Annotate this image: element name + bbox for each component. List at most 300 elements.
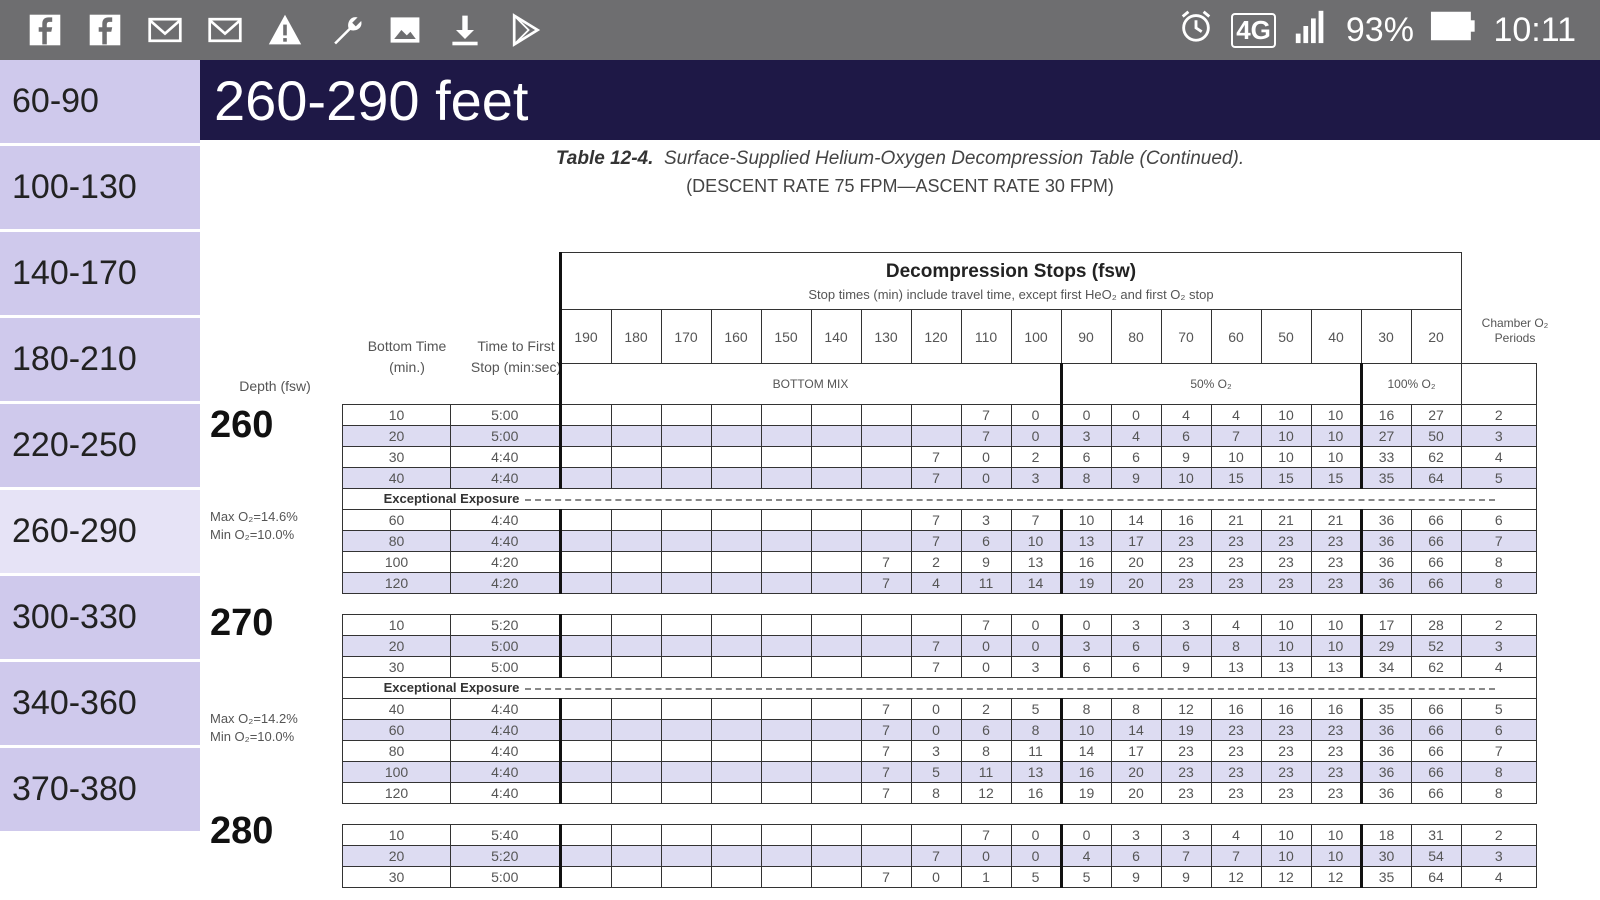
table-cell [711,761,761,782]
table-cell: 23 [1311,740,1361,761]
table-cell: 23 [1311,719,1361,740]
stop-depth-150: 150 [761,310,811,364]
sidebar-item-260-290[interactable]: 260-290 [0,490,200,576]
table-cell: 16 [1011,782,1061,803]
table-cell: 13 [1211,656,1261,677]
table-cell: 20 [1111,782,1161,803]
stop-depth-60: 60 [1211,310,1261,364]
table-cell: 7 [911,467,961,488]
table-cell: 15 [1311,467,1361,488]
table-cell: 31 [1411,824,1461,845]
table-cell: 23 [1161,761,1211,782]
table-cell [661,467,711,488]
table-cell: 6 [1111,446,1161,467]
table-cell: 20 [1111,761,1161,782]
table-cell: 0 [961,656,1011,677]
table-cell: 16 [1161,509,1211,530]
table-cell [861,425,911,446]
table-cell: 5:00 [451,656,561,677]
table-cell: 9 [1161,446,1211,467]
table-cell: 4:40 [451,467,561,488]
table-cell: 4:40 [451,782,561,803]
table-cell: 30 [343,866,451,887]
table-cell: 3 [1011,656,1061,677]
stop-depth-50: 50 [1261,310,1311,364]
table-caption [200,148,1600,170]
table-cell: 19 [1061,572,1111,593]
table-cell: 0 [1061,824,1111,845]
table-cell: 14 [1011,572,1061,593]
table-cell [711,845,761,866]
table-cell [861,656,911,677]
bottom-time-header: Bottom Time (min.) [367,338,447,375]
table-cell: 0 [1061,614,1111,635]
table-cell [611,425,661,446]
table-row [343,551,1537,572]
table-cell: 62 [1411,446,1461,467]
table-cell [711,866,761,887]
table-cell: 19 [1161,719,1211,740]
table-cell: 2 [911,551,961,572]
table-cell: 12 [1261,866,1311,887]
table-cell: 5 [1461,698,1537,719]
table-cell: 16 [1061,761,1111,782]
fifty-percent-o2-label: 50% O₂ [1061,364,1361,405]
exceptional-exposure-divider: Exceptional Exposure [343,677,1537,698]
table-cell: 66 [1411,698,1461,719]
table-cell: 10 [1311,845,1361,866]
table-cell: 5 [1061,866,1111,887]
table-cell [611,782,661,803]
stop-depth-40: 40 [1311,310,1361,364]
table-cell: 6 [961,530,1011,551]
table-cell [861,530,911,551]
sidebar-item-370-380[interactable]: 370-380 [0,748,200,834]
table-cell: 7 [911,635,961,656]
table-cell: 23 [1311,572,1361,593]
table-cell: 1 [961,866,1011,887]
table-cell [560,467,611,488]
table-cell [711,467,761,488]
table-cell [711,719,761,740]
table-cell [661,404,711,425]
table-cell: 8 [1211,635,1261,656]
mail-icon[interactable] [146,11,184,49]
table-cell [711,824,761,845]
table-cell [811,845,861,866]
stop-depth-120: 120 [911,310,961,364]
table-cell [611,719,661,740]
table-cell [611,635,661,656]
table-cell: 3 [1461,845,1537,866]
stop-depth-160: 160 [711,310,761,364]
table-cell [811,824,861,845]
table-cell [611,404,661,425]
table-cell [761,866,811,887]
table-cell: 11 [961,761,1011,782]
table-cell: 16 [1061,551,1111,572]
download-icon[interactable] [446,11,484,49]
table-cell: 5:00 [451,404,561,425]
table-cell [761,425,811,446]
table-cell: 36 [1361,782,1411,803]
table-cell [711,740,761,761]
table-cell [761,404,811,425]
o2-limits-note: Max O₂=14.2% Min O₂=10.0% [210,711,298,744]
table-cell [560,425,611,446]
table-cell: 6 [1161,635,1211,656]
table-cell [811,866,861,887]
warning-icon[interactable] [266,11,304,49]
time-first-stop-header: Time to First Stop (min:sec) [470,338,562,375]
table-cell: 7 [911,845,961,866]
table-cell: 7 [1161,845,1211,866]
table-cell: 4 [1461,446,1537,467]
table-cell [761,572,811,593]
table-cell: 11 [1011,740,1061,761]
table-row [343,635,1537,656]
table-cell: 10 [1311,425,1361,446]
caption-prefix: Table 12-4. [555,148,654,169]
chamber-periods-header: Chamber O₂ Periods [1481,316,1549,345]
depth-header: Depth (fsw) [239,378,311,394]
table-cell: 8 [961,740,1011,761]
table-cell: 0 [1111,404,1161,425]
table-cell: 17 [1111,530,1161,551]
table-cell: 6 [1111,656,1161,677]
table-cell: 4 [911,572,961,593]
table-cell [711,404,761,425]
table-cell: 80 [343,740,451,761]
table-cell: 29 [1361,635,1411,656]
table-cell: 34 [1361,656,1411,677]
table-cell: 4:40 [451,761,561,782]
table-cell: 10 [343,404,451,425]
notification-icons [0,11,544,49]
table-cell: 7 [1461,740,1537,761]
depth-range-sidebar [0,60,200,900]
table-cell: 0 [961,845,1011,866]
table-cell [911,614,961,635]
table-cell [811,530,861,551]
table-cell [560,446,611,467]
sidebar-item-100-130[interactable]: 100-130 [0,146,200,232]
table-cell: 36 [1361,572,1411,593]
table-cell: 4 [1061,845,1111,866]
table-cell [560,719,611,740]
battery-percent: 93% [1345,10,1414,49]
table-cell [911,425,961,446]
status-bar [0,0,1600,60]
table-cell: 66 [1411,530,1461,551]
table-cell [661,845,711,866]
table-cell [661,509,711,530]
table-cell [611,509,661,530]
table-cell: 3 [1461,635,1537,656]
table-cell: 7 [861,761,911,782]
table-cell [761,761,811,782]
table-cell: 66 [1411,782,1461,803]
table-cell [761,719,811,740]
table-cell: 21 [1211,509,1261,530]
table-cell [911,824,961,845]
table-cell [611,656,661,677]
table-cell: 0 [911,698,961,719]
table-row [343,446,1537,467]
table-cell [811,551,861,572]
table-cell: 36 [1361,719,1411,740]
table-cell: 36 [1361,761,1411,782]
stop-depth-180: 180 [611,310,661,364]
sidebar-item-340-360[interactable]: 340-360 [0,662,200,748]
table-cell: 8 [1061,467,1111,488]
table-cell: 3 [1061,635,1111,656]
table-cell [661,740,711,761]
table-cell: 4 [1461,866,1537,887]
table-cell [611,446,661,467]
table-cell: 10 [1061,719,1111,740]
table-cell [661,446,711,467]
caption-text: Surface-Supplied Helium-Oxygen Decompression Table (Continued). [663,148,1245,169]
table-cell: 5:20 [451,614,561,635]
table-cell: 3 [1061,425,1111,446]
table-cell: 10 [1311,824,1361,845]
table-cell: 20 [1111,551,1161,572]
table-cell [811,404,861,425]
table-cell [711,656,761,677]
sidebar-item-220-250[interactable]: 220-250 [0,404,200,490]
table-cell: 35 [1361,698,1411,719]
facebook-icon[interactable] [86,11,124,49]
stop-depth-90: 90 [1061,310,1111,364]
table-cell: 8 [1461,572,1537,593]
bottom-mix-label: BOTTOM MIX [560,364,1061,405]
caption-subtitle: (DESCENT RATE 75 FPM—ASCENT RATE 30 FPM) [686,176,1114,196]
table-cell: 66 [1411,551,1461,572]
table-cell: 5 [1011,698,1061,719]
sidebar-item-140-170[interactable]: 140-170 [0,232,200,318]
table-cell [711,551,761,572]
table-cell [560,572,611,593]
table-cell [611,551,661,572]
table-cell: 5 [1461,467,1537,488]
table-cell: 10 [1261,614,1311,635]
table-cell [711,614,761,635]
table-cell: 10 [1311,614,1361,635]
table-cell: 23 [1161,551,1211,572]
sidebar-item-180-210[interactable]: 180-210 [0,318,200,404]
table-cell: 5:00 [451,425,561,446]
image-icon[interactable] [386,11,424,49]
table-cell: 7 [861,866,911,887]
table-cell: 10 [1261,446,1311,467]
network-type: 4G [1231,13,1276,48]
table-cell: 20 [343,425,451,446]
table-cell: 10 [343,614,451,635]
table-cell: 4 [1211,824,1261,845]
stop-depth-170: 170 [661,310,711,364]
table-cell [611,530,661,551]
table-cell: 52 [1411,635,1461,656]
signal-icon [1292,7,1330,54]
table-cell: 23 [1161,530,1211,551]
stop-depth-30: 30 [1361,310,1411,364]
table-cell [661,698,711,719]
table-cell: 30 [343,446,451,467]
table-cell: 12 [1161,698,1211,719]
table-cell: 6 [1161,425,1211,446]
table-cell: 120 [343,782,451,803]
table-cell: 4:40 [451,740,561,761]
table-cell: 0 [911,866,961,887]
decompression-table [342,252,1537,888]
table-cell [560,845,611,866]
table-cell: 10 [1311,404,1361,425]
table-cell: 9 [1111,467,1161,488]
table-cell [560,824,611,845]
table-cell: 60 [343,509,451,530]
table-cell: 36 [1361,740,1411,761]
play-store-icon[interactable] [506,11,544,49]
table-cell: 3 [1161,824,1211,845]
table-cell: 23 [1311,761,1361,782]
table-cell [661,656,711,677]
table-cell: 23 [1211,530,1261,551]
table-cell: 7 [961,824,1011,845]
table-cell: 66 [1411,761,1461,782]
table-cell: 7 [861,551,911,572]
table-cell [761,530,811,551]
alarm-icon [1177,7,1215,54]
table-cell: 4 [1111,425,1161,446]
table-cell: 20 [343,845,451,866]
table-cell: 35 [1361,866,1411,887]
table-cell: 5:40 [451,824,561,845]
table-cell: 30 [1361,845,1411,866]
table-cell [711,782,761,803]
table-cell [861,467,911,488]
table-cell: 4:40 [451,698,561,719]
table-cell: 9 [1161,866,1211,887]
table-cell [811,761,861,782]
table-cell [761,467,811,488]
table-cell: 80 [343,530,451,551]
table-cell: 2 [1461,614,1537,635]
sidebar-item-60-90[interactable]: 60-90 [0,60,200,146]
wrench-icon[interactable] [326,11,364,49]
table-cell: 8 [1061,698,1111,719]
table-cell: 3 [911,740,961,761]
table-cell [611,824,661,845]
table-cell: 5 [911,761,961,782]
table-cell: 4 [1211,614,1261,635]
table-cell: 12 [1211,866,1261,887]
table-cell: 7 [961,614,1011,635]
table-cell [560,551,611,572]
table-row [343,824,1537,845]
table-row [343,866,1537,887]
stops-title: Decompression Stops (fsw) [885,260,1137,282]
table-cell: 14 [1111,509,1161,530]
table-cell: 7 [861,572,911,593]
table-cell [861,845,911,866]
table-cell: 6 [1061,656,1111,677]
table-cell: 10 [343,824,451,845]
table-cell [560,635,611,656]
o2-limits-note: Max O₂=14.6% Min O₂=10.0% [210,509,298,542]
table-cell [560,656,611,677]
table-cell [560,530,611,551]
table-cell: 0 [1061,404,1111,425]
table-cell: 10 [1261,404,1311,425]
table-cell [560,509,611,530]
table-cell: 5:00 [451,635,561,656]
table-cell: 7 [861,719,911,740]
table-cell [761,656,811,677]
sidebar-item-300-330[interactable]: 300-330 [0,576,200,662]
table-cell: 7 [911,446,961,467]
table-cell: 10 [1161,467,1211,488]
table-cell [611,698,661,719]
table-cell: 23 [1311,530,1361,551]
table-cell: 2 [961,698,1011,719]
table-cell: 0 [961,635,1011,656]
table-cell: 5:20 [451,845,561,866]
table-cell: 3 [1111,614,1161,635]
table-cell: 2 [1011,446,1061,467]
facebook-icon[interactable] [26,11,64,49]
table-cell [811,509,861,530]
table-cell: 4:40 [451,719,561,740]
table-cell: 8 [1111,698,1161,719]
table-cell: 8 [911,782,961,803]
table-cell [861,509,911,530]
table-cell [761,824,811,845]
table-cell: 7 [1011,509,1061,530]
stops-title-cell [560,253,1461,310]
table-cell [661,635,711,656]
table-cell: 23 [1211,740,1261,761]
table-cell [661,719,711,740]
table-cell [811,614,861,635]
stop-depth-80: 80 [1111,310,1161,364]
table-cell: 16 [1211,698,1261,719]
table-cell: 3 [1111,824,1161,845]
table-cell [761,446,811,467]
stop-depth-20: 20 [1411,310,1461,364]
table-cell: 13 [1011,551,1061,572]
table-cell: 23 [1211,782,1261,803]
table-cell: 0 [961,467,1011,488]
table-cell: 14 [1111,719,1161,740]
table-cell: 7 [1211,845,1261,866]
table-cell: 23 [1161,782,1211,803]
depth-label-280: 280 [210,810,274,852]
table-cell: 10 [1311,446,1361,467]
table-cell: 4 [1461,656,1537,677]
table-cell [711,446,761,467]
table-cell: 19 [1061,782,1111,803]
table-cell: 3 [1011,467,1061,488]
table-cell [661,866,711,887]
table-cell: 36 [1361,509,1411,530]
table-cell [661,761,711,782]
table-cell [761,614,811,635]
table-cell [861,824,911,845]
table-cell [811,740,861,761]
mail-icon[interactable] [206,11,244,49]
stop-depth-110: 110 [961,310,1011,364]
